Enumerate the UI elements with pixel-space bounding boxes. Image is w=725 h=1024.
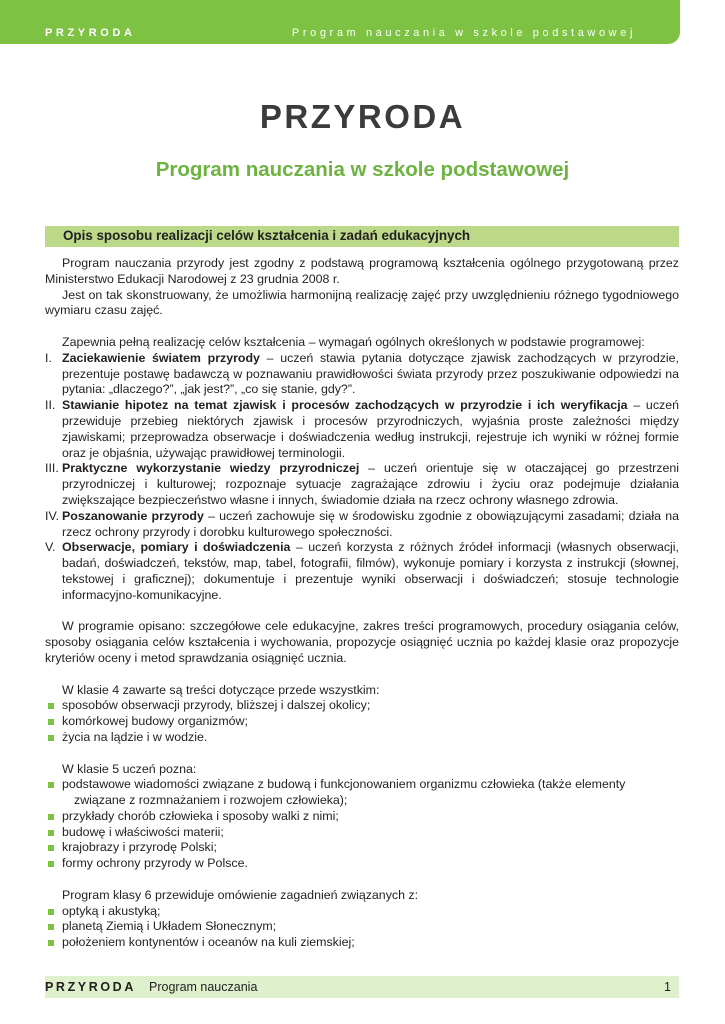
header-subject: PRZYRODA <box>45 27 136 39</box>
document-body <box>45 256 679 951</box>
bullet-icon <box>48 735 54 741</box>
page-subtitle: Program nauczania w szkole podstawowej <box>155 158 570 181</box>
list-item: planetą Ziemią i Układem Słonecznym; <box>45 919 679 935</box>
goal-text: – uczeń orientuje się w otaczającej go przestrzeni przyrodniczej i kulturowej; rozpoznaje sytuacje zagrażające zdrowiu i życiu oraz podejmuje działania zwiększające bezpieczeństwo własne i innych, świadomie działa na rzecz ochrony własnego zdrowia. <box>62 461 680 507</box>
goal-text: – uczeń przewiduje przebieg niektórych zjawisk i procesów przyrodniczych, wyjaśnia proste zależności między zjawiskami; przeprowadza obserwacje i doświadczenia według instrukcji, rejestruje ich wyniki w różnej formie oraz je objaśnia, używając prawidłowej terminologii. <box>62 398 679 460</box>
list-item: przykłady chorób człowieka i sposoby walki z nimi; <box>45 809 679 825</box>
class4-lead: W klasie 4 zawarte są treści dotyczące przede wszystkim: <box>62 682 380 697</box>
list-item: sposobów obserwacji przyrody, bliższej i dalszej okolicy; <box>45 698 679 714</box>
section-heading-bar <box>45 226 679 247</box>
goal-item <box>45 398 679 461</box>
goal-number: I. <box>45 350 52 365</box>
list-item: komórkowej budowy organizmów; <box>45 714 679 730</box>
goal-text: – uczeń zachowuje się w środowisku zgodnie z obowiązującymi zasadami; działa na rzecz ochrony przyrody i dorobku kulturowego społeczności. <box>62 508 679 539</box>
page-number: 1 <box>664 980 671 994</box>
bullet-icon <box>48 830 54 836</box>
goal-number: III. <box>45 461 59 476</box>
goal-title: Poszanowanie przyrody <box>62 508 204 523</box>
bullet-icon <box>48 845 54 851</box>
paragraph-program: W programie opisano: szczegółowe cele edukacyjne, zakres treści programowych, procedury osiągania celów, sposoby osiągania celów kształcenia i wychowania, propozycje osiągnięć ucznia po każdej klasie oraz propozycje kryteriów oceny i metod sprawdzania osiągnięć ucznia. <box>45 619 679 665</box>
goal-text: – uczeń stawia pytania dotyczące zjawisk zachodzących w przyrodzie, prezentuje postawę badawczą w poznawaniu prawidłowości świata przyrody przez poszukiwanie odpowiedzi na pytania: „dlaczego?”, „jak jest?”, „co się stanie, gdy?”. <box>62 350 679 397</box>
list-item: formy ochrony przyrody w Polsce. <box>45 856 679 872</box>
class4-list <box>45 698 679 745</box>
list-item: życia na lądzie i w wodzie. <box>45 730 679 746</box>
bullet-icon <box>48 814 54 820</box>
goal-number: IV. <box>45 508 60 523</box>
goal-title: Praktyczne wykorzystanie wiedzy przyrodniczej <box>62 461 360 476</box>
list-item: optyką i akustyką; <box>45 904 679 920</box>
goal-title: Stawianie hipotez na temat zjawisk i procesów zachodzących w przyrodzie i ich weryfikacja <box>62 398 628 413</box>
class5-list <box>45 777 679 872</box>
list-item: krajobrazy i przyrodę Polski; <box>45 840 679 856</box>
paragraph-intro-2: Jest on tak skonstruowany, że umożliwia harmonijną realizację zajęć przy uwzględnieniu różnego tygodniowego wymiaru czasu zajęć. <box>45 287 679 318</box>
goal-item <box>45 351 679 398</box>
bullet-icon <box>48 719 54 725</box>
goal-title: Zaciekawienie światem przyrody <box>62 350 260 365</box>
bullet-icon <box>48 861 54 867</box>
goal-number: II. <box>45 398 56 413</box>
paragraph-intro-1: Program nauczania przyrody jest zgodny z podstawą programową kształcenia ogólnego przygotowaną przez Ministerstwo Edukacji Narodowej z 23 grudnia 2008 r. <box>45 256 679 286</box>
bullet-icon <box>48 909 54 915</box>
section-heading: Opis sposobu realizacji celów kształcenia i zadań edukacyjnych <box>63 228 471 243</box>
list-item: podstawowe wiadomości związane z budową i funkcjonowaniem organizmu człowieka (także elementy związane z rozmnażaniem i rozwojem człowieka); <box>45 777 679 809</box>
bullet-icon <box>48 924 54 930</box>
goal-item <box>45 540 679 603</box>
class6-list <box>45 904 679 951</box>
goal-item <box>45 509 679 541</box>
goal-item <box>45 461 679 508</box>
page-title: PRZYRODA <box>259 98 466 135</box>
bullet-icon <box>48 782 54 788</box>
header-doc-title: Program nauczania w szkole podstawowej <box>291 27 636 39</box>
bullet-icon <box>48 703 54 709</box>
footer-bar <box>45 976 679 998</box>
paragraph-goals-intro: Zapewnia pełną realizację celów kształcenia – wymagań ogólnych określonych w podstawie programowej: <box>62 334 645 349</box>
list-item: położeniem kontynentów i oceanów na kuli ziemskiej; <box>45 935 679 951</box>
goal-text: – uczeń korzysta z różnych źródeł informacji (własnych obserwacji, badań, doświadczeń, tekstów, map, tabel, fotografii, filmów), wykonuje pomiary i korzysta z instrukcji (słownej, tekstowej i graficznej); dokumentuje i prezentuje wyniki obserwacji i doświadczeń; stosuje technologie informacyjno-komunikacyjne. <box>62 540 679 602</box>
header-bar <box>0 0 680 44</box>
list-item: budowę i właściwości materii; <box>45 825 679 841</box>
class6-lead: Program klasy 6 przewiduje omówienie zagadnień związanych z: <box>62 887 419 902</box>
goal-number: V. <box>45 540 56 555</box>
bullet-icon <box>48 940 54 946</box>
class5-lead: W klasie 5 uczeń pozna: <box>62 761 197 776</box>
footer-doc-title: Program nauczania <box>149 980 258 994</box>
footer-brand: PRZYRODA <box>45 980 136 994</box>
goal-title: Obserwacje, pomiary i doświadczenia <box>62 540 291 555</box>
